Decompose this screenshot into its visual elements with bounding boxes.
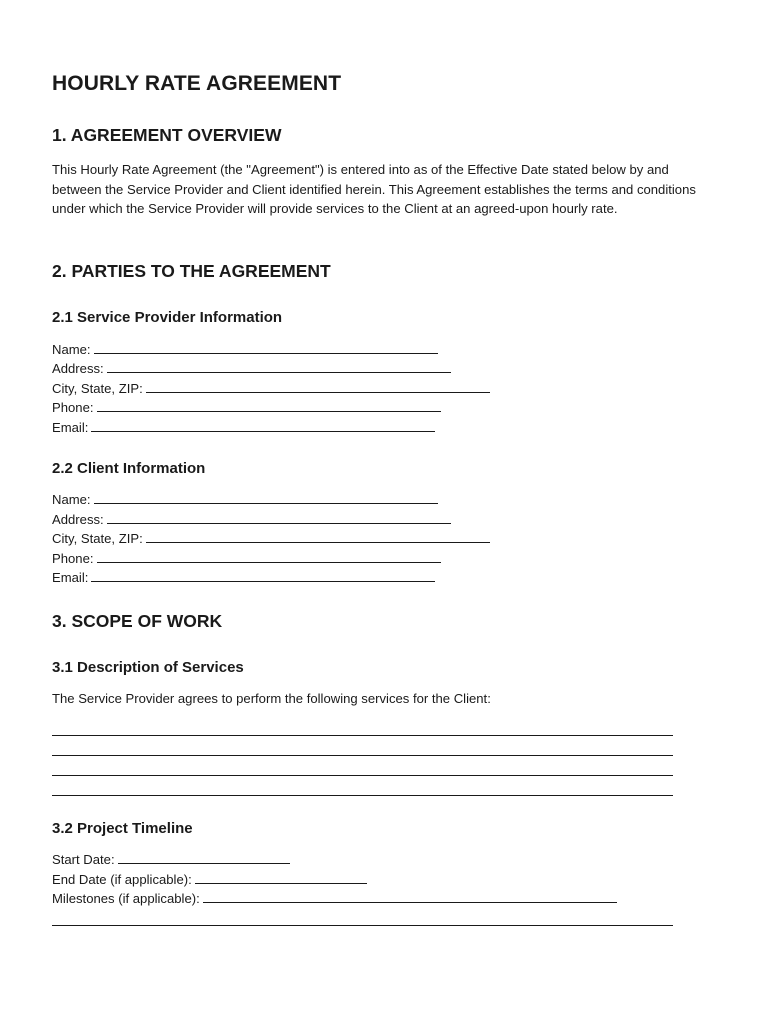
client-phone-field[interactable]: [52, 549, 441, 569]
field-label: Phone:: [52, 551, 94, 566]
milestones-blank-line[interactable]: [52, 925, 673, 926]
milestones-field[interactable]: [52, 889, 617, 909]
blank-line[interactable]: [97, 398, 441, 412]
field-label: Name:: [52, 492, 91, 507]
blank-line[interactable]: [146, 529, 490, 543]
blank-line[interactable]: [203, 889, 617, 903]
services-blank-line-3[interactable]: [52, 775, 673, 776]
services-blank-line-4[interactable]: [52, 795, 673, 796]
field-label: Email:: [52, 420, 89, 435]
blank-line[interactable]: [91, 418, 435, 432]
section-2-heading: 2. PARTIES TO THE AGREEMENT: [52, 261, 331, 281]
client-name-field[interactable]: [52, 490, 438, 510]
provider-info-heading: 2.1 Service Provider Information: [52, 309, 283, 326]
blank-line[interactable]: [94, 340, 438, 354]
provider-email-field[interactable]: [52, 418, 435, 438]
field-label: Start Date:: [52, 852, 115, 867]
blank-line[interactable]: [97, 549, 441, 563]
services-intro: The Service Provider agrees to perform the following services for the Client:: [52, 691, 491, 706]
end-date-field[interactable]: [52, 870, 367, 890]
blank-line[interactable]: [195, 870, 367, 884]
field-label: Email:: [52, 570, 89, 585]
field-label: Phone:: [52, 400, 94, 415]
field-label: City, State, ZIP:: [52, 381, 143, 396]
blank-line[interactable]: [107, 510, 451, 524]
client-address-field[interactable]: [52, 510, 451, 530]
blank-line[interactable]: [118, 850, 290, 864]
services-blank-line-1[interactable]: [52, 735, 673, 736]
provider-city-state-zip-field[interactable]: [52, 379, 490, 399]
overview-paragraph: This Hourly Rate Agreement (the "Agreement") is entered into as of the Effective Date stated below by and between the Service Provider and Client identified herein. This Agreement establishes the terms and conditions under which the Service Provider will provide services to the Client at an agreed-upon hourly rate.: [52, 162, 696, 217]
field-label: Address:: [52, 361, 104, 376]
blank-line[interactable]: [91, 568, 435, 582]
provider-phone-field[interactable]: [52, 398, 441, 418]
provider-name-field[interactable]: [52, 340, 438, 360]
field-label: Address:: [52, 512, 104, 527]
provider-address-field[interactable]: [52, 359, 451, 379]
blank-line[interactable]: [94, 490, 438, 504]
field-label: City, State, ZIP:: [52, 531, 143, 546]
document-title: HOURLY RATE AGREEMENT: [52, 72, 342, 95]
field-label: Name:: [52, 342, 91, 357]
blank-line[interactable]: [107, 359, 451, 373]
client-email-field[interactable]: [52, 568, 435, 588]
services-blank-line-2[interactable]: [52, 755, 673, 756]
client-info-heading: 2.2 Client Information: [52, 460, 206, 477]
field-label: Milestones (if applicable):: [52, 891, 200, 906]
client-city-state-zip-field[interactable]: [52, 529, 490, 549]
section-3-heading: 3. SCOPE OF WORK: [52, 611, 223, 631]
start-date-field[interactable]: [52, 850, 290, 870]
services-heading: 3.1 Description of Services: [52, 659, 244, 676]
section-1-heading: 1. AGREEMENT OVERVIEW: [52, 125, 282, 145]
timeline-heading: 3.2 Project Timeline: [52, 820, 193, 837]
field-label: End Date (if applicable):: [52, 872, 192, 887]
blank-line[interactable]: [146, 379, 490, 393]
